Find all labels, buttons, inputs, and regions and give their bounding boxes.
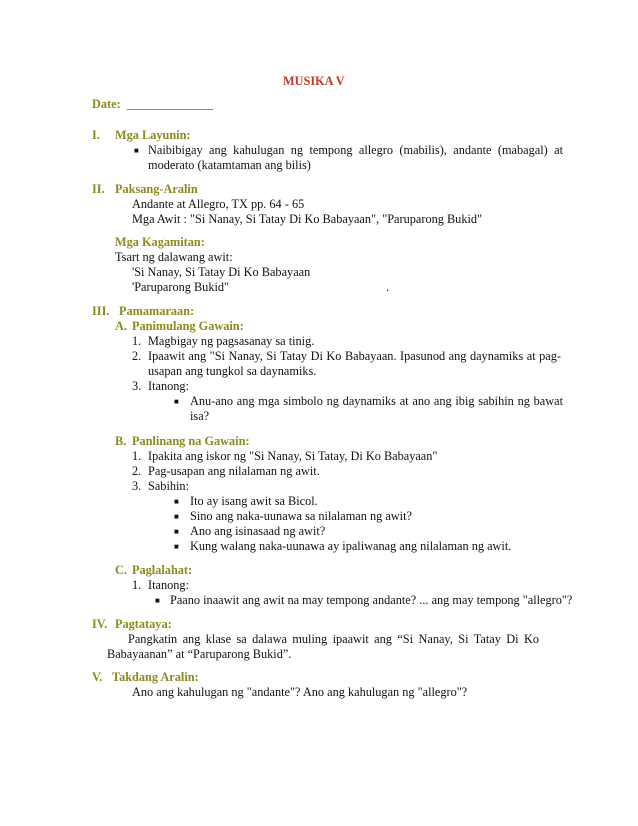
paglalahat-question: Paano inaawit ang awit na may tempong andante? ... ang may tempong "allegro"? <box>170 593 573 607</box>
assessment-line-2: Babayaanan” at “Paruparong Bukid”. <box>107 647 292 661</box>
materials-chart-label: Tsart ng dalawang awit: <box>115 250 233 264</box>
sabihin-bullet: Ano ang isinasaad ng awit? <box>190 524 326 538</box>
section-5-number: V. <box>92 670 103 684</box>
bullet-icon: ■ <box>174 512 179 521</box>
bullet-icon: ■ <box>155 596 160 605</box>
subsection-c-label: C. <box>115 563 127 577</box>
sabihin-bullet: Kung walang naka-uunawa ay ipaliwanag ang nilalaman ng awit. <box>190 539 512 553</box>
list-number: 3. <box>132 379 142 393</box>
sabihin-bullet: Ito ay isang awit sa Bicol. <box>190 494 318 508</box>
assessment-line-1: Pangkatin ang klase sa dalawa muling ipaawit ang “Si Nanay, Si Tatay Di Ko <box>128 632 539 646</box>
section-1-heading: Mga Layunin: <box>115 128 191 142</box>
list-item: Itanong: <box>148 578 189 592</box>
topic-line-2: Mga Awit : "Si Nanay, Si Tatay Di Ko Babayaan", "Paruparong Bukid" <box>132 212 483 226</box>
bullet-icon: ■ <box>174 397 179 406</box>
subsection-a-label: A. <box>115 319 127 333</box>
objective-line-2: moderato (katamtaman ang bilis) <box>148 158 311 172</box>
trailing-dot: . <box>386 280 390 294</box>
list-item-continuation: usapan ang tungkol sa daynamiks. <box>148 364 317 378</box>
subsection-b-label: B. <box>115 434 127 448</box>
bullet-icon: ■ <box>134 146 139 155</box>
assignment-line: Ano ang kahulugan ng "andante"? Ano ang kahulugan ng "allegro"? <box>132 685 468 699</box>
section-3-heading: Pamamaraan: <box>119 304 195 318</box>
list-item: Magbigay ng pagsasanay sa tinig. <box>148 334 315 348</box>
list-number: 1. <box>132 334 142 348</box>
section-5-heading: Takdang Aralin: <box>112 670 199 684</box>
topic-line-1: Andante at Allegro, TX pp. 64 - 65 <box>132 197 305 211</box>
date-label: Date: ______________ <box>92 97 213 111</box>
section-3-number: III. <box>92 304 110 318</box>
song-title-2: 'Paruparong Bukid" <box>132 280 230 294</box>
list-number: 2. <box>132 464 142 478</box>
section-2-heading: Paksang-Aralin <box>115 182 198 196</box>
bullet-icon: ■ <box>174 527 179 536</box>
subsection-a-heading: Panimulang Gawain: <box>132 319 244 333</box>
question-line-2: isa? <box>190 409 210 423</box>
list-number: 1. <box>132 449 142 463</box>
objective-line-1: Naibibigay ang kahulugan ng tempong allegro (mabilis), andante (mabagal) at <box>148 143 563 157</box>
list-item: Sabihin: <box>148 479 189 493</box>
list-item: Pag-usapan ang nilalaman ng awit. <box>148 464 320 478</box>
list-number: 3. <box>132 479 142 493</box>
subsection-b-heading: Panlinang na Gawain: <box>132 434 250 448</box>
section-1-number: I. <box>92 128 100 142</box>
song-title-1: 'Si Nanay, Si Tatay Di Ko Babayaan <box>132 265 311 279</box>
date-blank: ______________ <box>126 97 213 111</box>
section-4-number: IV. <box>92 617 108 631</box>
list-number: 1. <box>132 578 142 592</box>
section-4-heading: Pagtataya: <box>115 617 172 631</box>
list-item: Ipakita ang iskor ng "Si Nanay, Si Tatay, Di Ko Babayaan" <box>148 449 438 463</box>
list-item: Ipaawit ang "Si Nanay, Si Tatay Di Ko Babayaan. Ipasunod ang daynamiks at pag- <box>148 349 561 363</box>
section-2-number: II. <box>92 182 105 196</box>
subsection-c-heading: Paglalahat: <box>132 563 193 577</box>
question-line-1: Anu-ano ang mga simbolo ng daynamiks at ano ang ibig sabihin ng bawat <box>190 394 563 408</box>
sabihin-bullet: Sino ang naka-uunawa sa nilalaman ng awit? <box>190 509 412 523</box>
materials-heading: Mga Kagamitan: <box>115 235 205 249</box>
document-title: MUSIKA V <box>283 74 345 88</box>
bullet-icon: ■ <box>174 542 179 551</box>
bullet-icon: ■ <box>174 497 179 506</box>
list-number: 2. <box>132 349 142 363</box>
list-item: Itanong: <box>148 379 189 393</box>
